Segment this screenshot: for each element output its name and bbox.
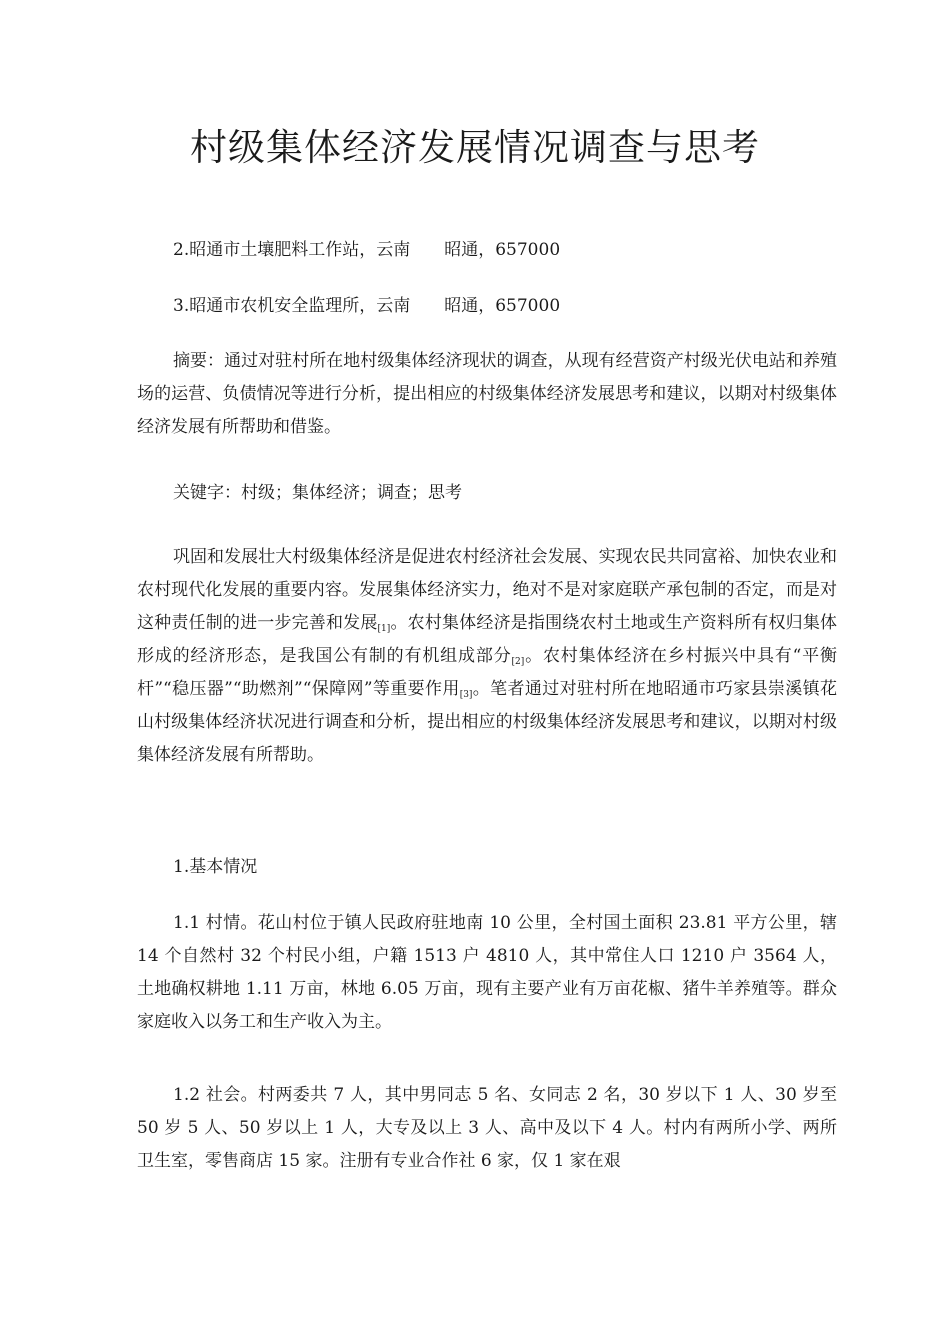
affiliation-line-3 xyxy=(137,290,837,323)
document-title: 村级集体经济发展情况调查与思考 xyxy=(190,126,760,169)
intro-text: 。农村集体经济在乡村振兴中具有“平衡杆”“稳压器”“助燃剂”“保障网”等重要作用 xyxy=(137,646,837,699)
affiliation-place: 昭通，657000 xyxy=(444,240,561,260)
affiliation-line-2 xyxy=(137,234,837,267)
affiliation-org: 3.昭通市农机安全监理所，云南 xyxy=(173,296,411,316)
citation-ref: [3] xyxy=(459,690,473,700)
intro-text: 巩固和发展壮大村级集体经济是促进农村经济社会发展、实现农民共同富裕、加快农业和农村现代化发展的重要内容。发展集体经济实力，绝对不是对家庭联产承包制的否定，而是对这种责任制的进一步完善和发展 xyxy=(137,547,837,633)
intro-text: 。笔者通过对驻村所在地昭通市巧家县崇溪镇花山村级集体经济状况进行调查和分析，提出相应的村级集体经济发展思考和建议，以期对村级集体经济发展有所帮助。 xyxy=(137,679,837,765)
paragraph-1-1: 1.1 村情。花山村位于镇人民政府驻地南 10 公里，全村国土面积 23.81 平方公里，辖 14 个自然村 32 个村民小组，户籍 1513 户 4810 人，其中常住人口 1210 户 3564 人，土地确权耕地 1.11 万亩，林地 6.05 万亩，现有主要产业有万亩花椒、猪牛羊养殖等。群众家庭收入以务工和生产收入为主。 xyxy=(137,913,837,1032)
citation-ref: [1] xyxy=(377,624,391,634)
abstract-paragraph: 摘要：通过对驻村所在地村级集体经济现状的调查，从现有经营资产村级光伏电站和养殖场的运营、负债情况等进行分析，提出相应的村级集体经济发展思考和建议，以期对村级集体经济发展有所帮助和借鉴。 xyxy=(137,351,837,437)
affiliation-place: 昭通，657000 xyxy=(444,296,561,316)
section-heading: 1.基本情况 xyxy=(173,857,258,877)
keywords-line: 关键字：村级；集体经济；调查；思考 xyxy=(173,483,462,503)
citation-ref: [2] xyxy=(511,657,525,667)
paragraph-1-2: 1.2 社会。村两委共 7 人，其中男同志 5 名、女同志 2 名，30 岁以下 1 人、30 岁至 50 岁 5 人、50 岁以上 1 人，大专及以上 3 人、高中及以下 4 人。村内有两所小学、两所卫生室，零售商店 15 家。注册有专业合作社 6 家，仅 1 家在艰 xyxy=(137,1085,837,1171)
intro-paragraph xyxy=(137,541,837,772)
affiliation-org: 2.昭通市土壤肥料工作站，云南 xyxy=(173,240,411,260)
intro-text: 。农村集体经济是指围绕农村土地或生产资料所有权归集体形成的经济形态，是我国公有制的有机组成部分 xyxy=(137,613,838,666)
